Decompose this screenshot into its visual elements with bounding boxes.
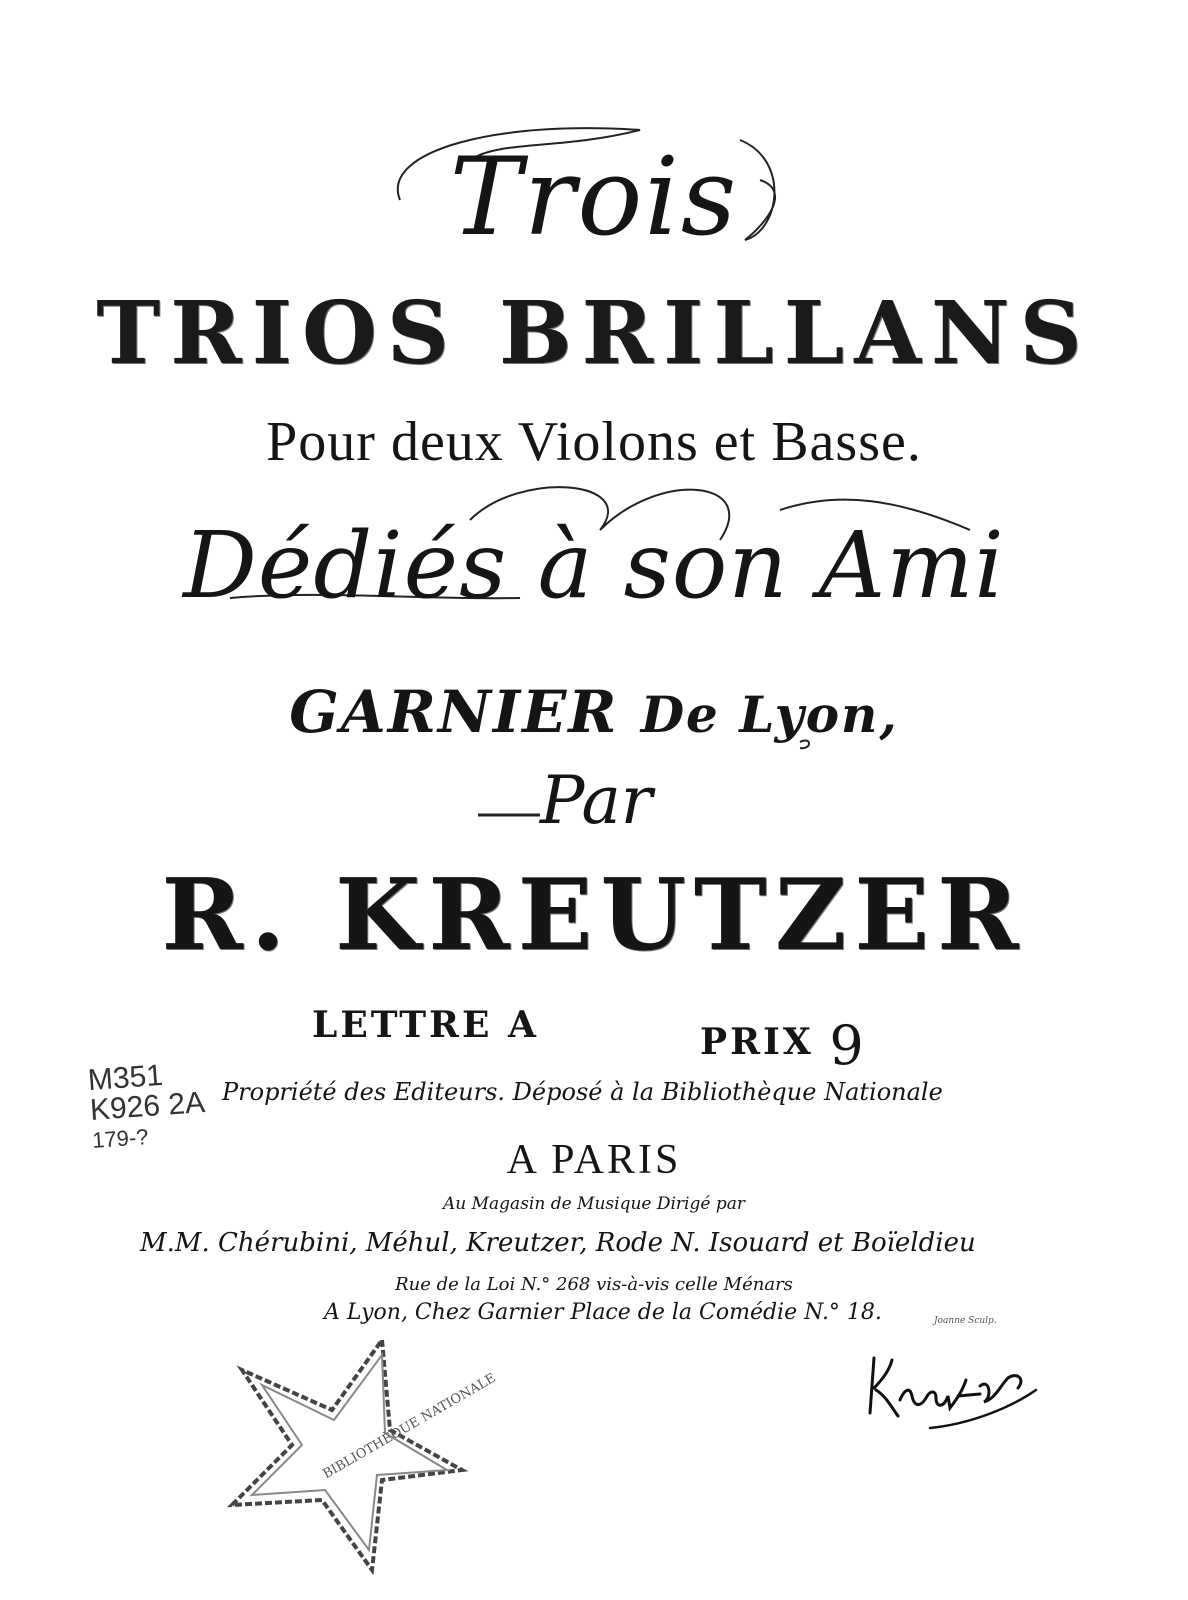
address: Rue de la Loi N.° 268 vis-à-vis celle Ménars bbox=[395, 1274, 793, 1295]
city: A PARIS bbox=[506, 1137, 682, 1183]
signature bbox=[840, 1338, 1060, 1448]
prix-value: 9 bbox=[829, 1014, 867, 1077]
dedicatee-name: GARNIER bbox=[289, 678, 619, 746]
lyon-address: A Lyon, Chez Garnier Place de la Comédie N.° 18. bbox=[324, 1300, 882, 1325]
call-number-line-2: K926 2A bbox=[88, 1086, 207, 1127]
dedication: Dédiés à son Ami bbox=[183, 512, 1005, 619]
title-main: TRIOS BRILLANS bbox=[96, 283, 1092, 384]
stamp-text: BIBLIOTHÈQUE NATIONALE bbox=[320, 1370, 499, 1483]
prix bbox=[700, 1004, 867, 1077]
directors: M.M. Chérubini, Méhul, Kreutzer, Rode N. Isouard et Boïeldieu bbox=[140, 1228, 976, 1258]
title-script: Trois bbox=[449, 135, 739, 260]
composer: R. KREUTZER bbox=[161, 858, 1027, 973]
engraver-credit: Joanne Sculp. bbox=[934, 1316, 997, 1326]
call-number-line-3: 179-? bbox=[91, 1124, 150, 1153]
dedicatee bbox=[0, 678, 1188, 746]
dedicatee-place: De Lyon, bbox=[640, 685, 899, 744]
call-number-line-1: M351 bbox=[86, 1058, 165, 1098]
prix-label: PRIX bbox=[700, 1021, 814, 1063]
instrumentation: Pour deux Violons et Basse. bbox=[266, 411, 922, 473]
par: Par bbox=[540, 762, 653, 839]
propriete-notice: Propriété des Editeurs. Déposé à la Bibliothèque Nationale bbox=[222, 1078, 943, 1106]
lettre: LETTRE A bbox=[312, 1004, 539, 1046]
magasin: Au Magasin de Musique Dirigé par bbox=[443, 1194, 745, 1214]
library-stamp bbox=[222, 1330, 499, 1580]
